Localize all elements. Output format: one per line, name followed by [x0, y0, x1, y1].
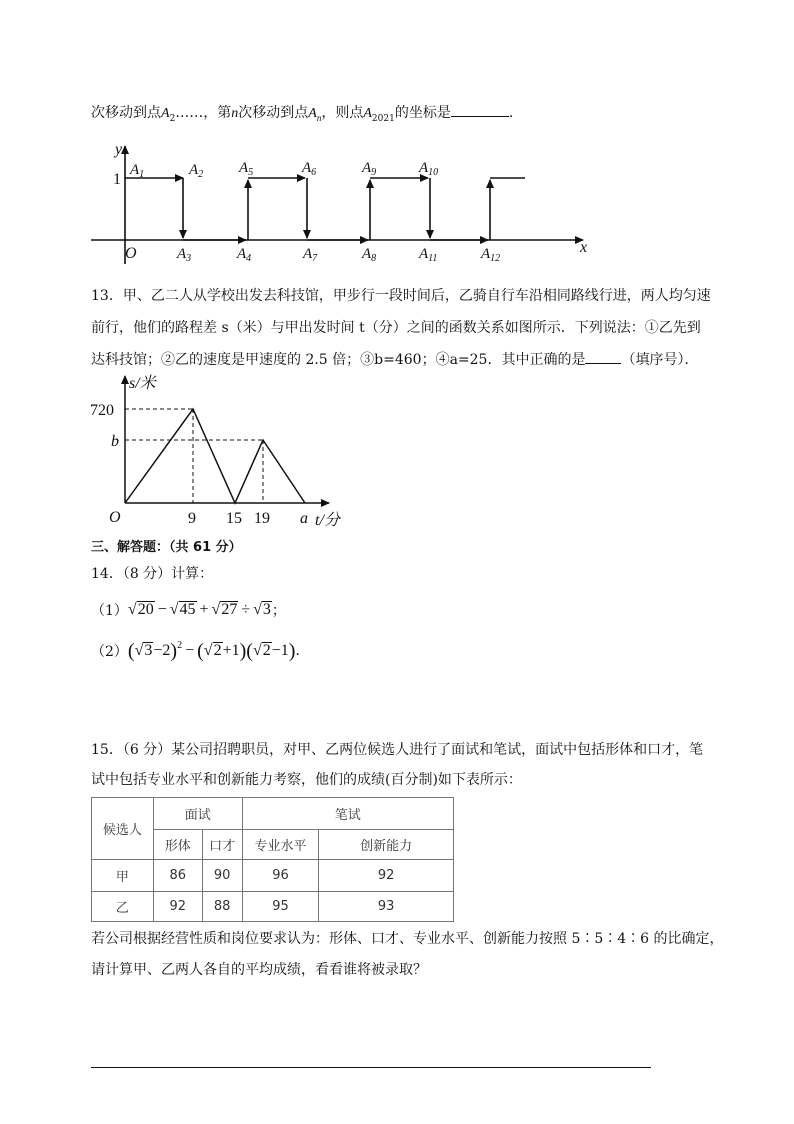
- footer-rule: [91, 1067, 651, 1068]
- cell: 90: [202, 860, 242, 892]
- cell: 92: [153, 892, 202, 922]
- radicand: 2: [213, 642, 222, 659]
- part-label: （1）: [91, 603, 128, 619]
- paren: (: [197, 639, 204, 662]
- sqrt-27: √27: [211, 601, 238, 618]
- q13-line3-end: （填序号）．: [621, 352, 699, 368]
- cell: 95: [242, 892, 319, 922]
- x-tick-15: 15: [226, 510, 242, 527]
- sqrt-2: √2: [203, 642, 222, 659]
- answer-blank-q12[interactable]: [451, 103, 509, 117]
- q15-line1: 15．（6 分）某公司招聘职员，对甲、乙两位候选人进行了面试和笔试，面试中包括形体和口才，笔: [91, 742, 704, 758]
- q14-part1: [91, 598, 286, 622]
- y-tick-b: b: [111, 433, 119, 450]
- label-a12: $A_{12}$: [481, 246, 501, 264]
- paren: ): [170, 639, 178, 662]
- paren: ): [288, 639, 296, 662]
- punct: ；: [271, 603, 286, 619]
- label-a11: $A_{11}$: [419, 246, 438, 264]
- sqrt-3: √3: [134, 642, 153, 659]
- y-axis-label: y: [115, 141, 123, 158]
- q12-text: 的坐标是: [394, 105, 451, 121]
- q15-line4: 请计算甲、乙两人各自的平均成绩，看看谁将被录取？: [91, 962, 427, 978]
- sqrt-20: √20: [127, 601, 154, 618]
- point-an-sub: n: [316, 112, 322, 123]
- label-a3: $A_3$: [177, 246, 192, 264]
- operator: +: [199, 601, 209, 618]
- point-an: A: [308, 106, 317, 121]
- s-axis-label: s/米: [129, 375, 156, 392]
- point-a2: A: [161, 106, 170, 121]
- label-a9: $A_9$: [362, 160, 377, 178]
- radicand: 3: [262, 601, 271, 618]
- q14-part2: [91, 638, 300, 664]
- q13-line3: [91, 350, 698, 370]
- q13-line2: 前行，他们的路程差 s（米）与甲出发时间 t（分）之间的函数关系如图所示．下列说法：①乙先到: [91, 320, 701, 336]
- table-row: [92, 860, 454, 892]
- movement-path-figure: [85, 138, 595, 270]
- label-a8: $A_8$: [362, 246, 377, 264]
- x-axis-label: x: [580, 239, 588, 256]
- q12-text: ，则点: [321, 105, 364, 121]
- point-a2-sub: 2: [169, 113, 176, 124]
- label-a6: $A_6$: [302, 160, 317, 178]
- col-header: 口才: [202, 830, 242, 860]
- q15-line2: 试中包括专业水平和创新能力考察，他们的成绩(百分制)如下表所示：: [91, 772, 522, 788]
- q12-tail-line: [91, 103, 513, 129]
- exponent: 2: [177, 640, 183, 651]
- header-written: 笔试: [242, 798, 453, 830]
- punct: .: [295, 643, 300, 659]
- graph-polyline: [125, 409, 305, 503]
- paren: (: [246, 639, 253, 662]
- origin-label: O: [125, 245, 137, 262]
- t-axis-label: t/分: [315, 512, 340, 529]
- paren: ): [239, 639, 247, 662]
- point-a2021-sub: 2021: [371, 113, 395, 124]
- section-heading: 三、解答题：（共 61 分）: [91, 540, 242, 555]
- label-a5: $A_5$: [239, 160, 254, 178]
- score-table: [91, 797, 454, 922]
- label-a2: $A_2$: [189, 162, 204, 180]
- q12-text: 次移动到点: [238, 105, 309, 121]
- q12-text: ……，第: [175, 105, 232, 121]
- q13-line3-text: 达科技馆；②乙的速度是甲速度的 2.5 倍；③b=460；④a=25．其中正确的是: [91, 352, 586, 368]
- sqrt-2: √2: [252, 642, 271, 659]
- radicand: 45: [179, 601, 196, 618]
- x-tick-19: 19: [254, 510, 270, 527]
- origin-label: O: [109, 509, 121, 526]
- header-candidate: 候选人: [92, 798, 154, 860]
- row-name: 乙: [92, 892, 154, 922]
- cell: 88: [202, 892, 242, 922]
- y-tick-1: 1: [113, 171, 121, 188]
- x-tick-9: 9: [188, 510, 196, 527]
- term: −1: [271, 642, 289, 659]
- paren: (: [127, 639, 135, 662]
- table-row: [92, 892, 454, 922]
- q14-heading: 14．（8 分）计算：: [91, 566, 214, 582]
- cell: 92: [319, 860, 454, 892]
- label-a4: $A_4$: [237, 246, 252, 264]
- distance-time-graph: [85, 372, 345, 534]
- term: +1: [222, 642, 240, 659]
- cell: 93: [319, 892, 454, 922]
- q12-text: .: [508, 105, 514, 121]
- answer-blank-q13[interactable]: [585, 350, 621, 364]
- term: −2: [153, 642, 171, 659]
- point-a2021: A: [363, 106, 372, 121]
- cell: 86: [153, 860, 202, 892]
- header-interview: 面试: [153, 798, 242, 830]
- x-tick-a: a: [300, 510, 308, 527]
- radicand: 20: [137, 601, 154, 618]
- y-tick-720: 720: [90, 402, 114, 419]
- q12-text: 次移动到点: [91, 105, 161, 121]
- operator: −: [185, 642, 195, 659]
- radicand: 27: [221, 601, 238, 618]
- label-a10: $A_{10}$: [419, 160, 439, 178]
- q13-line1: 13．甲、乙二人从学校出发去科技馆，甲步行一段时间后，乙骑自行车沿相同路线行进，两人均匀速: [91, 288, 711, 304]
- sqrt-3: √3: [253, 601, 271, 618]
- q15-line3: 若公司根据经营性质和岗位要求认为：形体、口才、专业水平、创新能力按照 5∶5∶4∶6 的比确定，: [91, 931, 724, 947]
- operator: ÷: [241, 601, 251, 618]
- var-n: n: [231, 106, 239, 121]
- label-a7: $A_7$: [303, 246, 318, 264]
- sqrt-45: √45: [169, 601, 196, 618]
- col-header: 形体: [153, 830, 202, 860]
- radicand: 2: [262, 642, 271, 659]
- radicand: 3: [144, 642, 153, 659]
- cell: 96: [242, 860, 319, 892]
- part-label: （2）: [91, 644, 128, 660]
- label-a1: $A_1$: [130, 162, 145, 180]
- row-name: 甲: [92, 860, 154, 892]
- col-header: 专业水平: [242, 830, 319, 860]
- col-header: 创新能力: [319, 830, 454, 860]
- operator: −: [157, 601, 167, 618]
